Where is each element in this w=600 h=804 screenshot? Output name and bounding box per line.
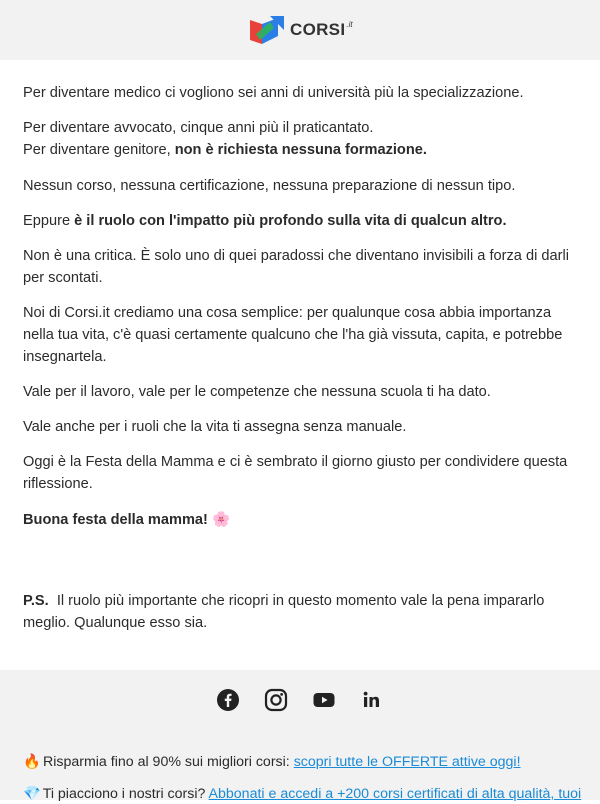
paragraph-critica: Non è una critica. È solo uno di quei paradossi che diventano invisibili a forza di darli per scontati.	[23, 248, 569, 286]
corsi-logo[interactable]	[248, 14, 353, 46]
eppure-plain: Eppure	[23, 213, 75, 229]
offerte-text: Risparmia fino al 90% sui migliori corsi:	[42, 754, 294, 770]
paragraph-ps	[23, 590, 579, 634]
line-avvocato: Per diventare avvocato, cinque anni più il praticantato.	[23, 120, 374, 136]
abbonamento-link[interactable]: Abbonati e accedi a +200 corsi certificati di alta qualità, tuoi	[208, 786, 582, 802]
paragraph-festa-mamma: Oggi è la Festa della Mamma e ci è sembrato il giorno giusto per condividere questa riflessione.	[23, 454, 568, 492]
paragraph-ruoli: Vale anche per i ruoli che la vita ti assegna senza manuale.	[23, 419, 407, 435]
email-header	[0, 0, 600, 60]
paragraph-buona-festa	[23, 509, 579, 531]
logo-text: CORSI	[290, 20, 346, 39]
youtube-icon[interactable]	[312, 688, 336, 712]
fire-icon: 🔥	[23, 754, 41, 770]
instagram-icon[interactable]	[264, 688, 288, 712]
paragraph-medico: Per diventare medico ci vogliono sei anni di università più la specializzazione.	[23, 85, 524, 101]
social-links	[0, 688, 600, 712]
paragraph-nessun-corso: Nessun corso, nessuna certificazione, nessuna preparazione di nessun tipo.	[23, 178, 516, 194]
abbonamento-line	[23, 784, 583, 804]
buona-festa-bold: Buona festa della mamma! 🌸	[23, 512, 231, 528]
linkedin-icon[interactable]	[360, 688, 384, 712]
paragraph-eppure	[23, 210, 579, 232]
corsi-logo-mark-icon	[248, 14, 286, 46]
paragraph-lavoro: Vale per il lavoro, vale per le competenze che nessuna scuola ti ha dato.	[23, 384, 491, 400]
ps-text: Il ruolo più importante che ricopri in questo momento vale la pena impararlo meglio. Qualunque esso sia.	[23, 593, 545, 631]
paragraph-corsi-it: Noi di Corsi.it crediamo una cosa semplice: per qualunque cosa abbia importanza nella tua vita, c'è quasi certamente qualcuno che l'ha già vissuta, capita, e potrebbe insegnartela.	[23, 305, 563, 365]
offerte-link[interactable]: scopri tutte le OFFERTE attive oggi!	[293, 754, 521, 770]
paragraph-avvocato-genitore	[23, 117, 579, 161]
facebook-icon[interactable]	[216, 688, 240, 712]
gem-icon: 💎	[23, 786, 41, 802]
logo-suffix: .it	[346, 19, 353, 29]
ps-label: P.S.	[23, 593, 49, 609]
abbonamento-text: Ti piacciono i nostri corsi?	[42, 786, 209, 802]
eppure-bold: è il ruolo con l'impatto più profondo sulla vita di qualcun altro.	[74, 213, 507, 229]
offerte-line	[23, 752, 583, 772]
line-genitore-bold: non è richiesta nessuna formazione.	[174, 142, 427, 158]
email-footer	[0, 670, 600, 800]
line-genitore: Per diventare genitore,	[23, 142, 175, 158]
